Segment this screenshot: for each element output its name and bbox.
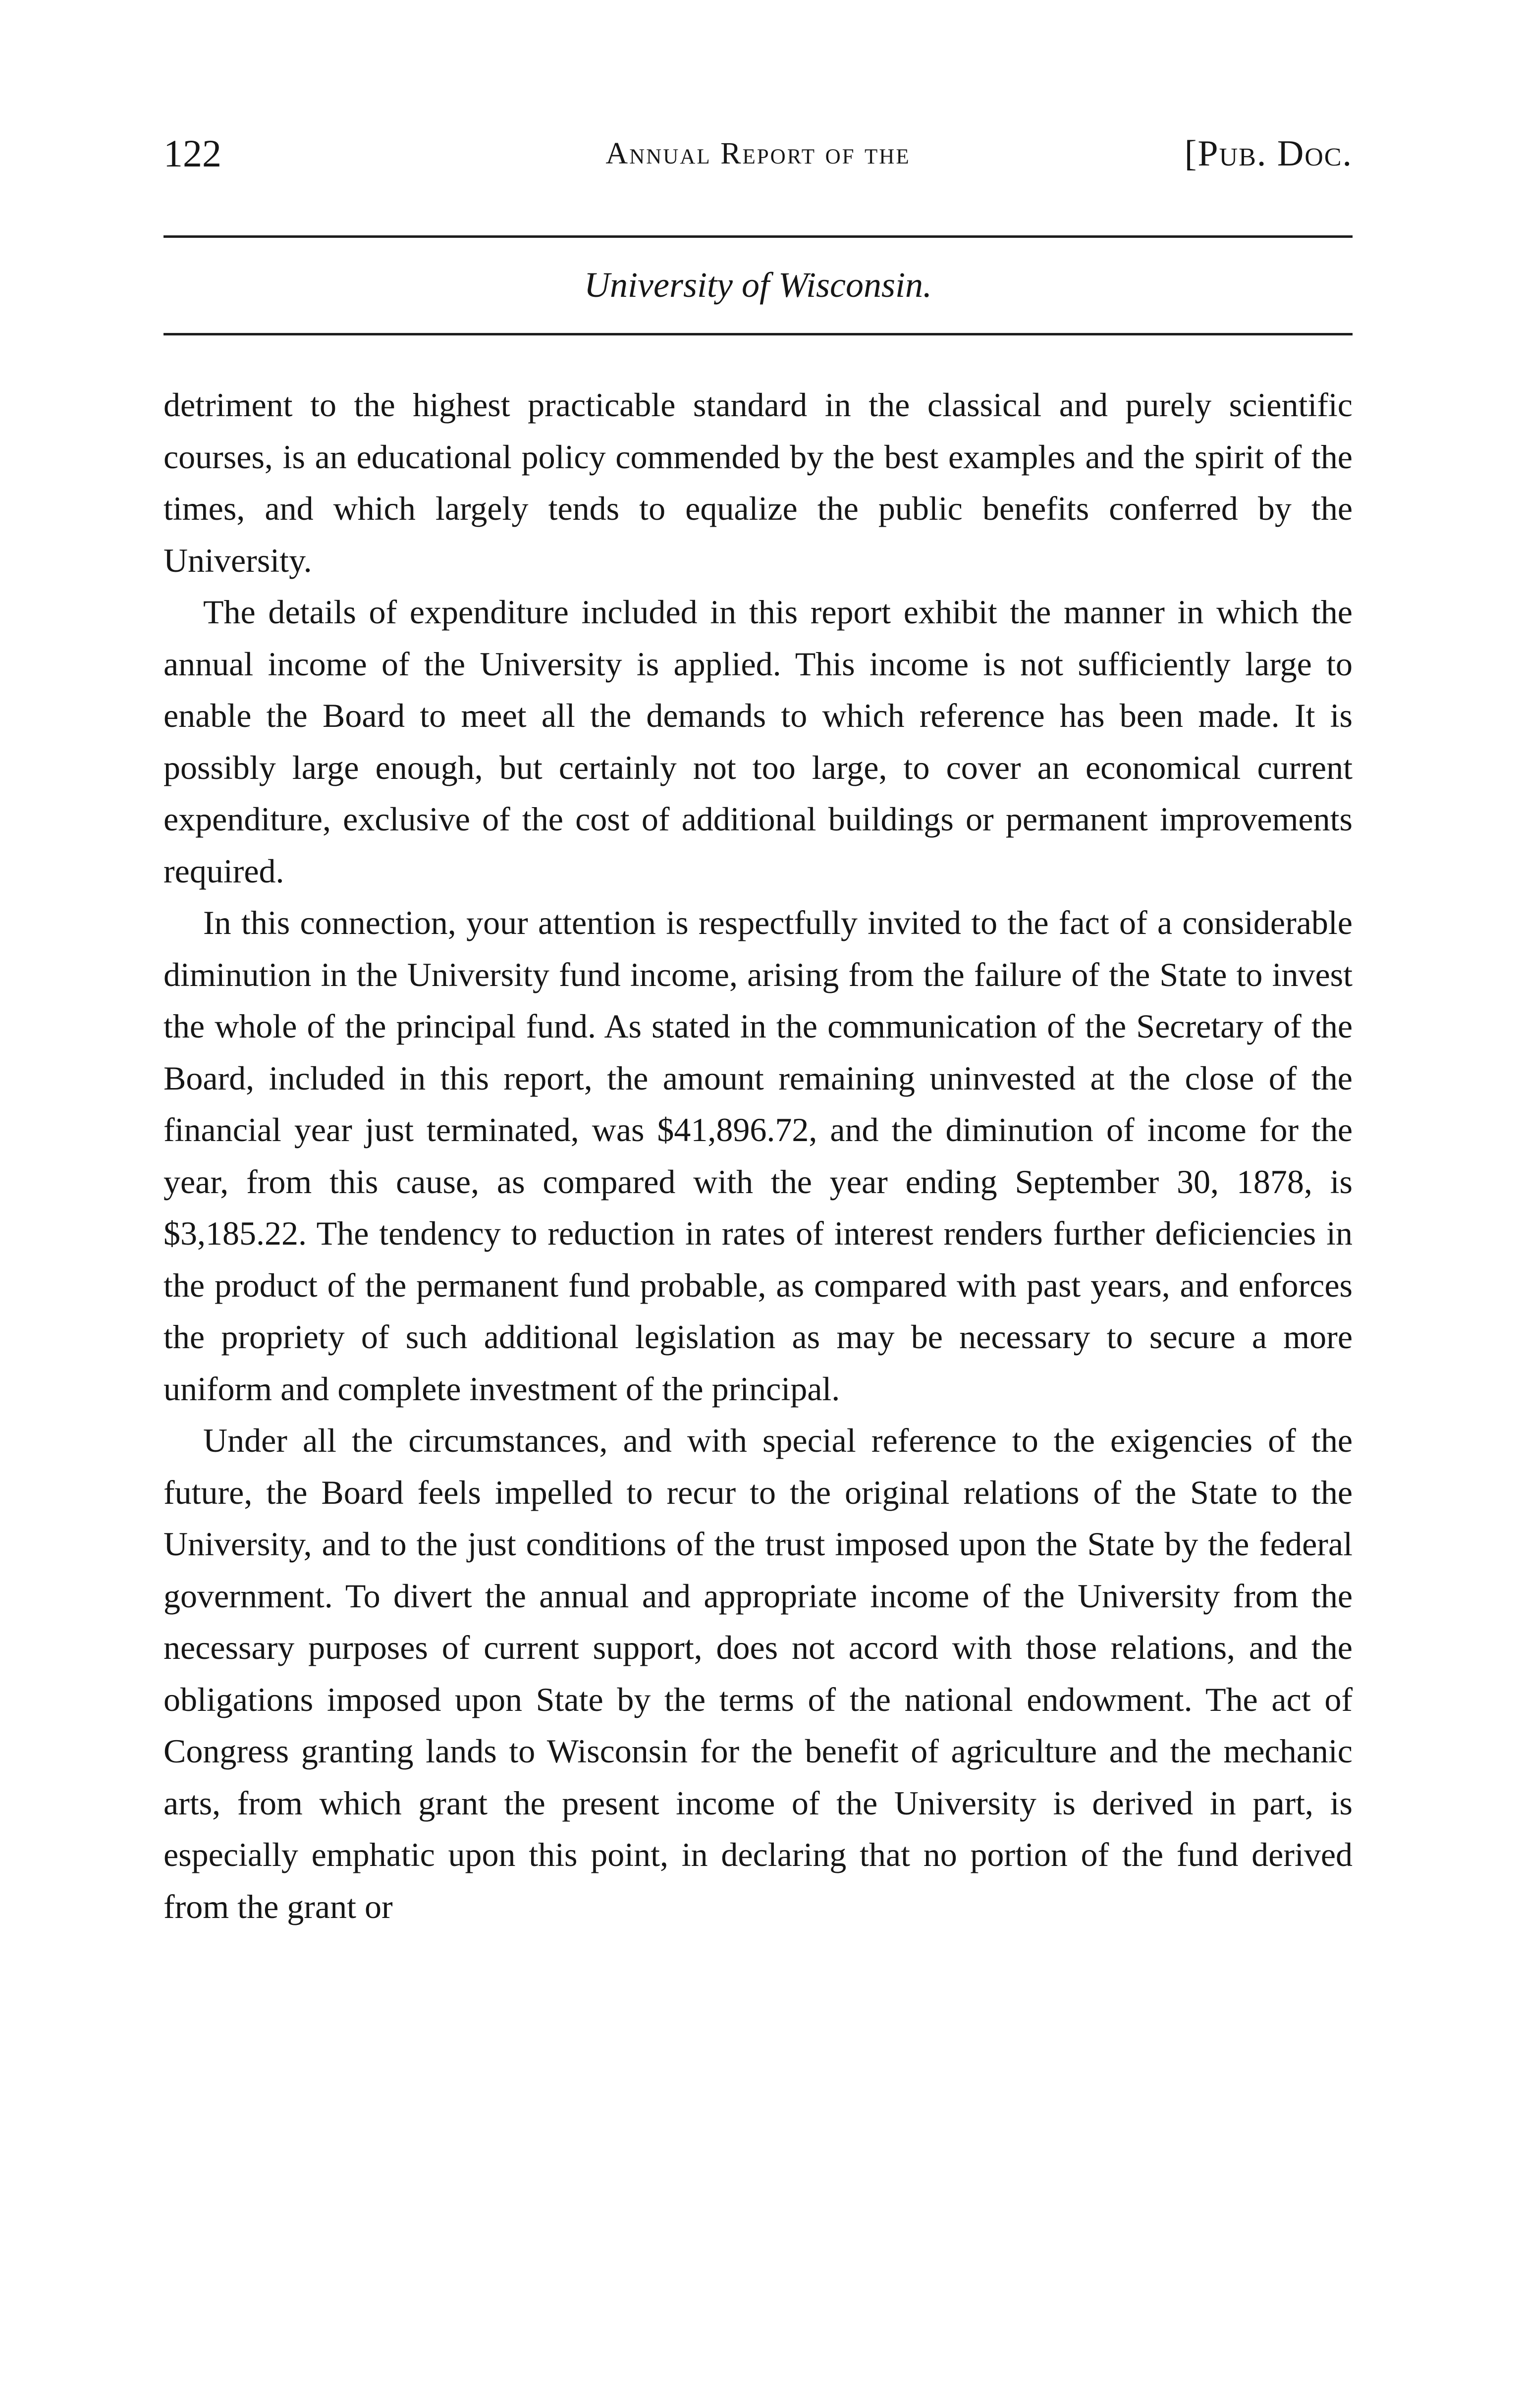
header-rule-bottom bbox=[163, 333, 1353, 335]
paragraph-expenditure: The details of expenditure included in this report exhibit the manner in which the annual income of the University is applied. This income is not sufficiently large to enable the Board to meet all the demands to which reference has been made. It is possibly large enough, but certainly not too large, to cover an economical current expenditure, exclusive of the cost of additional buildings or permanent improvements required. bbox=[163, 593, 1353, 890]
page-header bbox=[163, 126, 1353, 181]
document-reference: [Pub. Doc. bbox=[1184, 133, 1353, 174]
section-subheading: University of Wisconsin. bbox=[584, 265, 932, 305]
header-rule-top bbox=[163, 235, 1353, 238]
body-text bbox=[163, 379, 1353, 1932]
paragraph-continued: detriment to the highest practicable standard in the classical and purely scientific courses, is an educational policy commended by the best examples and the spirit of the times, and which largely tends to equalize the public benefits conferred by the University. bbox=[163, 386, 1353, 579]
paragraph-state-relations: Under all the circumstances, and with special reference to the exigencies of the future, the Board feels impelled to recur to the original relations of the State to the University, and to the just conditions of the trust imposed upon the State by the federal government. To divert the annual and appropriate income of the University from the necessary purposes of current support, does not accord with those relations, and the obligations imposed upon State by the terms of the national endowment. The act of Congress granting lands to Wisconsin for the benefit of agriculture and the mechanic arts, from which grant the present income of the University is derived in part, is especially emphatic upon this point, in declaring that no portion of the fund derived from the grant or bbox=[163, 1422, 1353, 1925]
paragraph-fund-income: In this connection, your attention is respectfully invited to the fact of a considerable diminution in the University fund income, arising from the failure of the State to invest the whole of the principal fund. As stated in the communication of the Secretary of the Board, included in this report, the amount remaining uninvested at the close of the financial year just terminated, was $41,896.72, and the diminution of income for the year, from this cause, as compared with the year ending September 30, 1878, is $3,185.22. The tendency to reduction in rates of interest renders further deficiencies in the product of the permanent fund probable, as compared with past years, and enforces the propriety of such additional legislation as may be necessary to secure a more uniform and complete investment of the principal. bbox=[163, 904, 1353, 1408]
running-title: Annual Report of the bbox=[605, 137, 911, 170]
page-number: 122 bbox=[163, 132, 221, 175]
